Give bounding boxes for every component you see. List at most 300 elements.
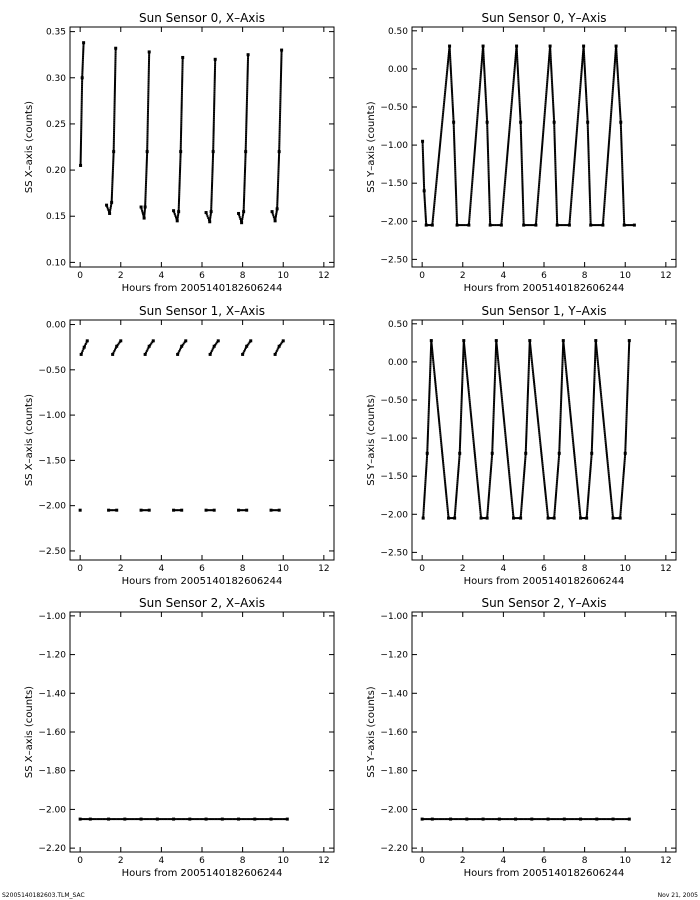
data-point xyxy=(584,76,586,78)
data-point xyxy=(113,115,115,117)
data-point xyxy=(577,489,579,491)
data-point xyxy=(423,509,425,511)
data-point xyxy=(492,417,494,419)
data-point xyxy=(606,450,608,452)
data-point xyxy=(180,135,182,137)
y-tick-label: −2.50 xyxy=(380,548,408,559)
data-point xyxy=(538,432,540,434)
data-point xyxy=(569,405,571,407)
data-point xyxy=(553,123,555,125)
data-point xyxy=(273,216,275,218)
data-point xyxy=(466,373,468,375)
data-point xyxy=(559,438,561,440)
data-point xyxy=(491,456,493,458)
data-point xyxy=(508,135,510,137)
data-point xyxy=(586,513,588,515)
data-point xyxy=(114,79,116,81)
data-point xyxy=(565,365,567,367)
data-point xyxy=(564,353,566,355)
data-point xyxy=(245,139,247,141)
data-point xyxy=(279,115,281,117)
data-point xyxy=(115,347,117,349)
data-point xyxy=(479,501,481,503)
data-point xyxy=(247,62,249,64)
data-point xyxy=(553,110,555,112)
data-point xyxy=(487,157,489,159)
data-point xyxy=(607,468,609,470)
data-point xyxy=(454,161,456,163)
data-point xyxy=(546,81,548,83)
data-point xyxy=(474,143,476,145)
data-point xyxy=(487,151,489,153)
data-point xyxy=(81,107,83,109)
data-point xyxy=(213,133,215,135)
data-point xyxy=(446,67,448,69)
data-point xyxy=(589,472,591,474)
data-point xyxy=(177,212,179,214)
data-point xyxy=(497,359,499,361)
data-point xyxy=(484,86,486,88)
data-point xyxy=(429,389,431,391)
y-tick-label: −1.20 xyxy=(38,650,66,661)
data-point xyxy=(616,67,618,69)
data-point xyxy=(623,210,625,212)
data-point xyxy=(449,51,451,53)
data-point xyxy=(452,110,454,112)
data-point xyxy=(470,413,472,415)
data-point xyxy=(588,183,590,185)
data-point xyxy=(621,497,623,499)
data-point xyxy=(82,55,84,57)
data-point xyxy=(562,342,564,344)
data-point xyxy=(560,393,562,395)
data-point xyxy=(442,818,444,820)
data-point xyxy=(428,395,430,397)
data-point xyxy=(272,212,274,214)
y-tick-label: 0.00 xyxy=(45,320,66,331)
data-point xyxy=(453,129,455,131)
data-point xyxy=(514,69,516,71)
data-point xyxy=(539,442,541,444)
data-point xyxy=(537,196,539,198)
data-point xyxy=(447,511,449,513)
data-point xyxy=(478,93,480,95)
data-point xyxy=(574,158,576,160)
data-point xyxy=(446,505,448,507)
data-point xyxy=(110,205,112,207)
data-point xyxy=(213,113,215,115)
data-point xyxy=(489,204,491,206)
data-point xyxy=(453,818,455,820)
data-point xyxy=(618,94,620,96)
data-point xyxy=(621,147,623,149)
data-point xyxy=(578,107,580,109)
x-tick-label: 0 xyxy=(419,564,426,574)
data-point xyxy=(606,174,608,176)
data-point xyxy=(491,224,493,226)
data-point xyxy=(211,184,213,186)
data-point xyxy=(492,440,494,442)
data-point xyxy=(627,381,629,383)
data-point xyxy=(621,490,623,492)
data-point xyxy=(508,466,510,468)
data-point xyxy=(495,355,497,357)
data-point xyxy=(596,351,598,353)
data-point xyxy=(147,127,149,129)
x-tick-label: 2 xyxy=(117,856,124,866)
data-point xyxy=(243,818,245,820)
data-point xyxy=(612,87,614,89)
data-point xyxy=(527,377,529,379)
data-point xyxy=(441,129,443,131)
data-point xyxy=(528,357,530,359)
y-tick-label: −2.00 xyxy=(380,217,408,228)
data-point xyxy=(599,379,601,381)
data-point xyxy=(567,818,569,820)
data-point xyxy=(435,188,437,190)
data-point xyxy=(559,421,561,423)
data-point xyxy=(462,373,464,375)
data-point xyxy=(279,121,281,123)
data-point xyxy=(433,208,435,210)
data-point xyxy=(576,818,578,820)
data-point xyxy=(626,403,628,405)
data-point xyxy=(422,144,424,146)
y-tick-label: −1.50 xyxy=(380,472,408,483)
data-point xyxy=(560,407,562,409)
data-point xyxy=(506,160,508,162)
data-point xyxy=(587,149,589,151)
data-point xyxy=(540,448,542,450)
data-point xyxy=(592,405,594,407)
data-point xyxy=(148,69,150,71)
data-point xyxy=(171,818,173,820)
data-point xyxy=(113,153,115,155)
data-point xyxy=(519,100,521,102)
data-point xyxy=(147,105,149,107)
data-point xyxy=(113,127,115,129)
data-point xyxy=(521,151,523,153)
data-point xyxy=(589,198,591,200)
data-point xyxy=(612,89,614,91)
data-point xyxy=(622,486,624,488)
data-point xyxy=(509,484,511,486)
data-point xyxy=(447,59,449,61)
data-point xyxy=(425,220,427,222)
data-point xyxy=(613,67,615,69)
data-point xyxy=(554,503,556,505)
data-point xyxy=(570,206,572,208)
data-point xyxy=(432,357,434,359)
data-point xyxy=(620,129,622,131)
data-point xyxy=(485,102,487,104)
y-tick-label: −1.50 xyxy=(38,456,66,467)
data-point xyxy=(539,176,541,178)
data-point xyxy=(579,515,581,517)
data-point xyxy=(245,154,247,156)
data-point xyxy=(569,411,571,413)
data-point xyxy=(178,187,180,189)
data-point xyxy=(477,109,479,111)
data-point xyxy=(245,153,247,155)
data-point xyxy=(611,501,613,503)
data-point xyxy=(545,93,547,95)
data-point xyxy=(147,93,149,95)
data-point xyxy=(241,818,243,820)
data-point xyxy=(265,818,267,820)
data-point xyxy=(477,482,479,484)
data-point xyxy=(559,429,561,431)
data-point xyxy=(522,192,524,194)
data-point xyxy=(573,164,575,166)
data-point xyxy=(603,210,605,212)
data-point xyxy=(475,466,477,468)
data-point xyxy=(111,192,113,194)
data-point xyxy=(443,466,445,468)
data-point xyxy=(571,432,573,434)
data-point xyxy=(458,460,460,462)
data-point xyxy=(577,111,579,113)
data-point xyxy=(545,493,547,495)
data-point xyxy=(540,452,542,454)
data-point xyxy=(537,416,539,418)
data-point xyxy=(516,53,518,55)
y-tick-label: −2.00 xyxy=(38,501,66,512)
data-point xyxy=(586,507,588,509)
data-point xyxy=(589,188,591,190)
data-point xyxy=(576,127,578,129)
data-point xyxy=(427,437,429,439)
data-point xyxy=(180,113,182,115)
data-point xyxy=(513,71,515,73)
data-point xyxy=(211,193,213,195)
data-point xyxy=(567,383,569,385)
data-point xyxy=(543,127,545,129)
data-point xyxy=(144,198,146,200)
data-point xyxy=(450,72,452,74)
data-point xyxy=(541,458,543,460)
data-point xyxy=(182,62,184,64)
y-tick-label: −1.60 xyxy=(38,728,66,738)
data-point xyxy=(508,470,510,472)
data-point xyxy=(80,145,82,147)
data-point xyxy=(424,490,426,492)
y-tick-label: 0.15 xyxy=(45,212,66,223)
x-tick-label: 4 xyxy=(158,271,165,281)
data-point xyxy=(272,818,274,820)
data-point xyxy=(243,207,245,209)
data-point xyxy=(603,212,605,214)
data-point xyxy=(526,421,528,423)
data-point xyxy=(422,160,424,162)
data-point xyxy=(147,113,149,115)
data-point xyxy=(517,67,519,69)
data-point xyxy=(178,195,180,197)
data-point xyxy=(560,417,562,419)
data-point xyxy=(212,143,214,145)
data-point xyxy=(492,435,494,437)
data-point xyxy=(245,145,247,147)
data-point xyxy=(459,448,461,450)
data-point xyxy=(428,391,430,393)
chart-panel-4 xyxy=(24,596,334,879)
data-point xyxy=(608,141,610,143)
data-point xyxy=(439,141,441,143)
data-point xyxy=(583,61,585,63)
data-point xyxy=(456,492,458,494)
data-point xyxy=(246,93,248,95)
data-point xyxy=(113,125,115,127)
data-point xyxy=(448,818,450,820)
data-point xyxy=(147,119,149,121)
data-point xyxy=(491,454,493,456)
data-point xyxy=(246,79,248,81)
data-point xyxy=(181,86,183,88)
data-point xyxy=(486,131,488,133)
data-point xyxy=(487,147,489,149)
data-point xyxy=(542,818,544,820)
x-tick-label: 6 xyxy=(541,564,547,574)
data-point xyxy=(574,458,576,460)
data-point xyxy=(278,147,280,149)
data-point xyxy=(539,172,541,174)
data-point xyxy=(148,77,150,79)
data-point xyxy=(509,482,511,484)
data-point xyxy=(570,420,572,422)
data-point xyxy=(587,133,589,135)
data-point xyxy=(536,411,538,413)
data-point xyxy=(552,818,554,820)
data-point xyxy=(584,68,586,70)
data-point xyxy=(533,379,535,381)
data-point xyxy=(584,78,586,80)
data-point xyxy=(147,87,149,89)
data-point xyxy=(430,342,432,344)
data-point xyxy=(280,93,282,95)
data-point xyxy=(459,444,461,446)
data-point xyxy=(196,818,198,820)
data-point xyxy=(501,214,503,216)
data-point xyxy=(475,133,477,135)
data-point xyxy=(436,176,438,178)
data-point xyxy=(443,105,445,107)
data-point xyxy=(211,185,213,187)
data-point xyxy=(114,69,116,71)
data-point xyxy=(442,115,444,117)
data-point xyxy=(488,173,490,175)
data-point xyxy=(575,468,577,470)
data-point xyxy=(247,60,249,62)
data-point xyxy=(593,377,595,379)
data-point xyxy=(601,401,603,403)
data-point xyxy=(627,375,629,377)
data-point xyxy=(424,197,426,199)
data-point xyxy=(525,438,527,440)
data-point xyxy=(588,175,590,177)
data-point xyxy=(585,88,587,90)
data-point xyxy=(516,59,518,61)
data-point xyxy=(589,476,591,478)
data-point xyxy=(621,157,623,159)
data-point xyxy=(513,77,515,79)
data-point xyxy=(569,216,571,218)
data-point xyxy=(546,87,548,89)
data-point xyxy=(560,409,562,411)
data-point xyxy=(621,169,623,171)
data-point xyxy=(504,184,506,186)
data-point xyxy=(179,184,181,186)
data-point xyxy=(493,401,495,403)
data-point xyxy=(214,86,216,88)
data-point xyxy=(462,361,464,363)
data-point xyxy=(147,121,149,123)
data-point xyxy=(80,127,82,129)
data-point xyxy=(244,164,246,166)
data-point xyxy=(518,96,520,98)
data-point xyxy=(178,205,180,207)
data-point xyxy=(501,222,503,224)
data-point xyxy=(488,187,490,189)
data-point xyxy=(616,61,618,63)
data-point xyxy=(476,125,478,127)
data-point xyxy=(553,125,555,127)
data-point xyxy=(488,192,490,194)
data-point xyxy=(617,84,619,86)
data-point xyxy=(569,218,571,220)
data-point xyxy=(601,818,603,820)
data-point xyxy=(431,351,433,353)
data-point xyxy=(211,180,213,182)
data-point xyxy=(588,181,590,183)
data-point xyxy=(147,347,149,349)
data-point xyxy=(114,59,116,61)
data-point xyxy=(454,171,456,173)
data-point xyxy=(112,162,114,164)
data-point xyxy=(560,403,562,405)
data-point xyxy=(513,818,515,820)
data-point xyxy=(469,818,471,820)
data-point xyxy=(614,61,616,63)
data-point xyxy=(537,200,539,202)
data-point xyxy=(477,486,479,488)
data-point xyxy=(492,438,494,440)
data-point xyxy=(430,818,432,820)
data-point xyxy=(468,222,470,224)
data-point xyxy=(145,190,147,192)
data-point xyxy=(607,462,609,464)
data-point xyxy=(93,818,95,820)
data-point xyxy=(145,818,147,820)
data-point xyxy=(241,220,243,222)
data-point xyxy=(479,509,481,511)
y-tick-label: 0.50 xyxy=(387,319,408,330)
data-point xyxy=(586,110,588,112)
data-point xyxy=(565,363,567,365)
data-point xyxy=(497,355,499,357)
data-point xyxy=(117,818,119,820)
data-point xyxy=(497,361,499,363)
data-point xyxy=(610,115,612,117)
data-point xyxy=(507,147,509,149)
data-point xyxy=(486,117,488,119)
data-point xyxy=(454,169,456,171)
data-point xyxy=(501,216,503,218)
data-point xyxy=(181,96,183,98)
y-tick-label: −0.50 xyxy=(380,103,408,113)
data-point xyxy=(213,105,215,107)
data-point xyxy=(239,216,241,218)
data-point xyxy=(502,206,504,208)
